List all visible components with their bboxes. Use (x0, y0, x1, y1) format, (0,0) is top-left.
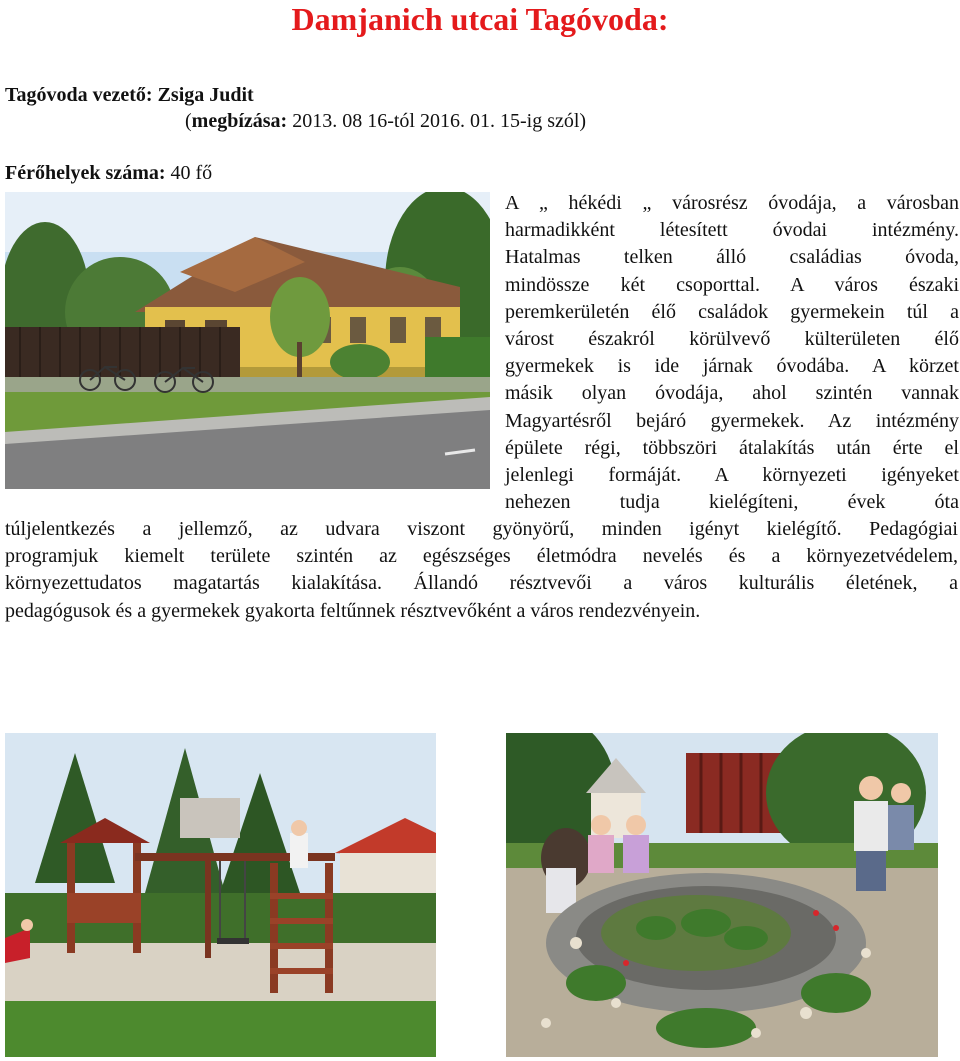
capacity-line (5, 160, 212, 186)
leader-line (5, 82, 254, 108)
kindergarten-building-photo (5, 192, 490, 489)
assignment-prefix: ( (185, 110, 192, 132)
description-line: nehezen tudja kielégíteni, évek óta (505, 491, 959, 514)
description-full (5, 516, 958, 625)
description-line: másik olyan óvodája, ahol szintén vannak (505, 382, 959, 405)
assignment-text: 2013. 08 16-tól 2016. 01. 15-ig szól) (292, 110, 587, 132)
garden-children-photo (506, 733, 938, 1057)
leader-label: Tagóvoda vezető: (5, 84, 153, 106)
description-line: harmadikként létesített óvodai intézmény. (505, 219, 959, 242)
description-line: épülete régi, többszöri átalakítás után érte el (505, 436, 959, 459)
capacity-value: 40 fő (170, 162, 213, 184)
building-photo-illustration (5, 192, 490, 489)
description-line: Magyartésről bejáró gyermekek. Az intézmény (505, 409, 959, 432)
description-full-line: túljelentkezés a jellemző, az udvara viszont gyönyörű, minden igényt kielégítő. Pedagógiai (5, 518, 958, 540)
description-line: A „ hékédi „ városrész óvodája, a városban (505, 192, 959, 214)
assignment-label: megbízása: (191, 110, 288, 132)
description-line: várost északról körülvevő külterületen élő (505, 328, 959, 351)
description-line: jelenlegi formáját. A környezeti igényeket (505, 464, 959, 487)
page-title: Damjanich utcai Tagóvoda: (291, 1, 669, 37)
playground-photo (5, 733, 436, 1057)
assignment-line (185, 108, 586, 134)
playground-photo-illustration (5, 733, 436, 1057)
description-full-line: programjuk kiemelt területe szintén az egészséges életmódra nevelés és a környezetvédelem, (5, 545, 958, 568)
description-line: peremkerületén élő családok gyermekein túl a (505, 300, 959, 323)
description-full-line: pedagógusok és a gyermekek gyakorta feltűnnek résztvevőként a város rendezvényein. (5, 599, 701, 622)
description-full-line: környezettudatos magatartás kialakítása. Állandó résztvevői a város kulturális életének, a (5, 572, 958, 595)
description-line: Hatalmas telken álló családias óvoda, (505, 246, 959, 269)
capacity-label: Férőhelyek száma: (5, 162, 166, 184)
description-wrapped (505, 190, 959, 516)
garden-photo-illustration (506, 733, 938, 1057)
leader-name: Zsiga Judit (157, 84, 254, 106)
description-line: mindössze két csoporttal. A város északi (505, 273, 959, 296)
description-line: gyermekek is ide járnak óvodába. A körzet (505, 355, 959, 378)
